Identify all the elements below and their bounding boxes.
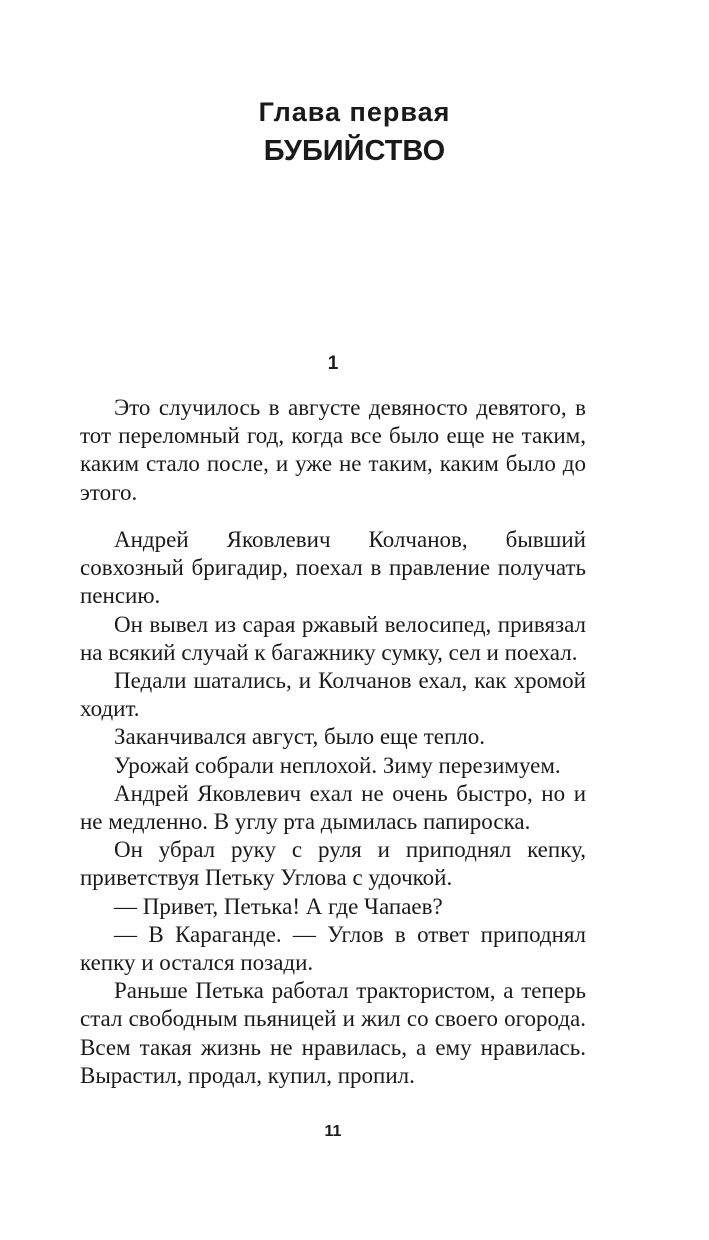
section-number: 1 bbox=[327, 353, 339, 374]
text-block-opening bbox=[80, 394, 586, 507]
chapter-label: Глава первая bbox=[258, 97, 451, 127]
text-block-main bbox=[80, 526, 586, 1090]
paragraph: Андрей Яковлевич ехал не очень быстро, но и не медленно. В углу рта дымилась папироска. bbox=[80, 780, 586, 835]
paragraph: Раньше Петька работал трактористом, а теперь стал свободным пьяницей и жил со своего огорода. Всем такая жизнь не нравилась, а ему нравилась. Вырастил, продал, купил, пропил. bbox=[80, 978, 586, 1088]
paragraph: Заканчивался август, было еще тепло. bbox=[114, 724, 486, 750]
paragraph: Это случилось в августе девяносто девятого, в тот переломный год, когда все было еще не таким, каким стало после, и уже не таким, каким было до этого. bbox=[80, 395, 586, 505]
paragraph: Педали шатались, и Колчанов ехал, как хромой ходит. bbox=[80, 668, 586, 722]
page-number: 11 bbox=[324, 1123, 342, 1140]
paragraph: — Привет, Петька! А где Чапаев? bbox=[114, 893, 443, 919]
paragraph: Он убрал руку с руля и приподнял кепку, приветствуя Петьку Углова с удочкой. bbox=[80, 837, 586, 891]
paragraph: Урожай собрали неплохой. Зиму перезимуем. bbox=[114, 752, 561, 778]
paragraph: Он вывел из сарая ржавый велосипед, привязал на всякий случай к багажнику сумку, сел и поехал. bbox=[80, 611, 586, 665]
paragraph: Андрей Яковлевич Колчанов, бывший совхозный бригадир, поехал в правление получать пенсию. bbox=[80, 527, 586, 609]
chapter-title: БУБИЙСТВО bbox=[263, 135, 446, 167]
paragraph: — В Караганде. — Углов в ответ приподнял кепку и остался позади. bbox=[80, 921, 586, 976]
